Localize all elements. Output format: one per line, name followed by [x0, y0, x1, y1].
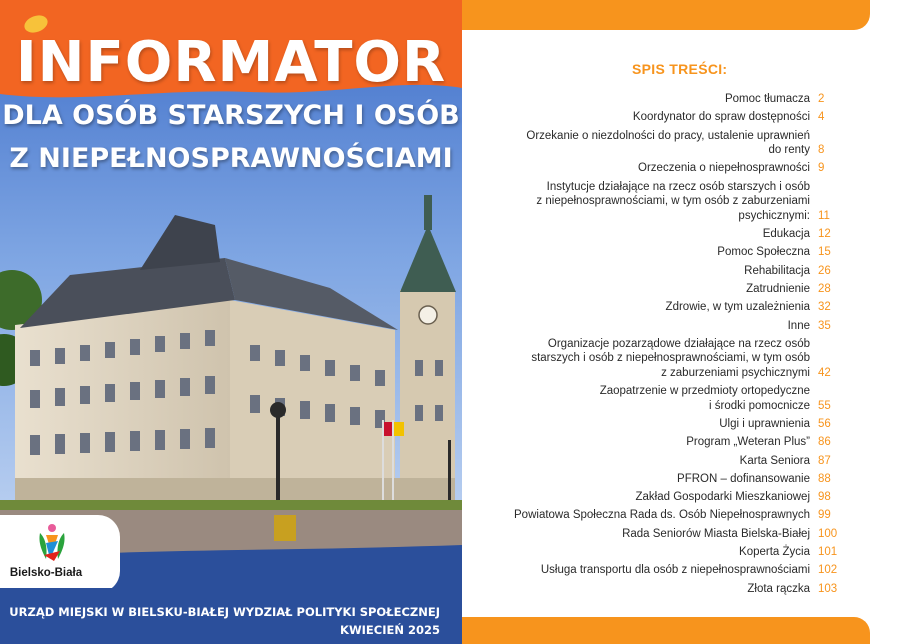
toc-entry-page-number: 4 [818, 111, 825, 124]
toc-entry[interactable] [470, 527, 850, 542]
cover-subtitle-line-2: Z NIEPEŁNOSPRAWNOŚCIAMI [9, 143, 453, 174]
city-logo-icon [0, 515, 120, 569]
toc-entry-title [480, 282, 810, 297]
toc-entry-title [480, 319, 810, 334]
toc-entry-page-number: 8 [818, 144, 825, 157]
toc-entry-title [480, 384, 810, 413]
toc-entry-title-line: Organizacje pozarządowe działające na rzecz osób [547, 337, 810, 350]
toc-entry-title-line: Edukacja [762, 228, 810, 240]
toc-entry-title-line: Pomoc tłumacza [724, 93, 810, 105]
toc-entry-title-line: z zaburzeniami psychicznymi [661, 366, 810, 379]
toc-entry-title-line: Zatrudnienie [746, 282, 810, 295]
toc-entry-title [480, 180, 810, 224]
toc-entry-title-line: Koperta Życia [739, 546, 810, 558]
toc-entry-title-line: Zdrowie, w tym uzależnienia [665, 301, 810, 314]
toc-entry-page-number: 100 [818, 527, 838, 540]
toc-entry-title-line: Powiatowa Społeczna Rada ds. Osób Niepełnosprawnych [514, 509, 810, 522]
toc-entry-title-line: z niepełnosprawnościami, w tym osób z zaburzeniami [536, 195, 810, 208]
toc-entry-title-line: Pomoc Społeczna [717, 246, 810, 259]
footer-publisher: URZĄD MIEJSKI W BIELSKU-BIAŁEJ WYDZIAŁ POLITYKI SPOŁECZNEJ [9, 605, 440, 619]
toc-entry-title-line: Karta Seniora [739, 454, 810, 467]
toc-entry[interactable] [470, 92, 850, 107]
toc-entry-page-number: 32 [818, 301, 831, 314]
toc-entry-title [480, 264, 810, 279]
toc-entry-page-number: 99 [818, 509, 831, 522]
toc-entry-page-number: 9 [818, 162, 825, 175]
toc-entry-title-line: PFRON – dofinansowanie [677, 472, 810, 485]
toc-entry-page-number: 56 [818, 417, 831, 430]
toc-entry-title [480, 227, 810, 242]
toc-entry-page-number: 28 [818, 282, 831, 295]
toc-entry[interactable] [470, 282, 850, 297]
toc-entry-title-line: Zaopatrzenie w przedmioty ortopedyczne [599, 385, 810, 398]
toc-entry-page-number: 2 [818, 93, 825, 105]
toc-entry-title-line: Zakład Gospodarki Mieszkaniowej [635, 491, 810, 504]
toc-entry-title [480, 563, 810, 578]
cover-title: INFORMATOR [15, 30, 447, 95]
toc-entry[interactable] [470, 264, 850, 279]
toc-entry[interactable] [470, 454, 850, 469]
toc-entry-page-number: 87 [818, 454, 831, 467]
toc-entry-title-line: starszych i osób z niepełnosprawnościami, w tym osób [531, 352, 810, 365]
toc-entry-page-number: 12 [818, 228, 831, 240]
toc-entry-page-number: 26 [818, 264, 831, 277]
toc-entry-title-line: Koordynator do spraw dostępności [632, 111, 810, 124]
toc-entry-title-line: Instytucje działające na rzecz osób starszych i osób [546, 180, 810, 193]
toc-entry[interactable] [470, 110, 850, 125]
toc-entry[interactable] [470, 384, 850, 413]
toc-entry-title [480, 337, 810, 381]
toc-entry-title [480, 454, 810, 469]
toc-entry[interactable] [470, 417, 850, 432]
toc-entry-title-line: Rehabilitacja [744, 264, 810, 277]
toc-entry[interactable] [470, 161, 850, 176]
bottom-accent-bar [462, 617, 870, 644]
toc-entry-title [480, 92, 810, 107]
toc-entry-title [480, 435, 810, 450]
toc-entry[interactable] [470, 563, 850, 578]
toc-entry-title [480, 245, 810, 260]
toc-entry[interactable] [470, 227, 850, 242]
toc-entry[interactable] [470, 545, 850, 560]
toc-entry-title-line: Usługa transportu dla osób z niepełnosprawnościami [540, 564, 810, 577]
city-logo-card [0, 515, 120, 593]
toc-entry[interactable] [470, 180, 850, 224]
toc-entry[interactable] [470, 490, 850, 505]
cover-subtitle-line-1: DLA OSÓB STARSZYCH I OSÓB [2, 100, 460, 131]
toc-entry-title-line: Ulgi i uprawnienia [719, 417, 810, 430]
toc-entry-title-line: Inne [787, 319, 810, 332]
toc-entry[interactable] [470, 508, 850, 523]
toc-entry[interactable] [470, 472, 850, 487]
toc-entry-title-line: do renty [768, 144, 810, 157]
top-accent-bar [462, 0, 870, 30]
toc-heading: SPIS TREŚCI: [632, 61, 728, 77]
toc-entry-title [480, 545, 810, 560]
toc-entry-title [480, 490, 810, 505]
toc-entry-title [480, 161, 810, 176]
city-logo-name: Bielsko-Biała [9, 567, 83, 579]
toc-entry-title-line: Orzeczenia o niepełnosprawności [638, 162, 810, 175]
toc-entry-page-number: 15 [818, 246, 831, 259]
toc-entry-title-line: i środki pomocnicze [709, 399, 810, 412]
toc-entry[interactable] [470, 300, 850, 315]
toc-entry-title [480, 508, 810, 523]
toc-entry-title [480, 129, 810, 158]
toc-entry-title-line: Orzekanie o niezdolności do pracy, ustalenie uprawnień [526, 129, 810, 142]
toc-entry-title [480, 300, 810, 315]
toc-entry-title-line: Złota rączka [747, 582, 810, 595]
toc-entry-title [480, 527, 810, 542]
toc-entry-page-number: 88 [818, 472, 831, 485]
footer-date: KWIECIEŃ 2025 [340, 623, 440, 637]
toc-entry-page-number: 55 [818, 399, 831, 412]
toc-entry-title-line: Rada Seniorów Miasta Bielska-Białej [622, 527, 810, 540]
toc-entry[interactable] [470, 129, 850, 158]
toc-entry-page-number: 102 [818, 564, 838, 577]
toc-entry-page-number: 11 [818, 209, 830, 222]
toc-entry-title-line: psychicznymi: [738, 209, 810, 222]
toc-entry-title [480, 417, 810, 432]
cover-footer [0, 588, 462, 644]
toc-entry-page-number: 35 [818, 319, 831, 332]
toc-entry-page-number: 98 [818, 491, 831, 504]
toc-entry-page-number: 101 [818, 546, 838, 558]
toc-entry-page-number: 42 [818, 366, 831, 379]
toc-entry-title [480, 110, 810, 125]
toc-entry-title-line: Program „Weteran Plus” [686, 436, 810, 449]
toc-entry-title [480, 582, 810, 597]
toc-entry-page-number: 86 [818, 436, 831, 449]
toc-entry[interactable] [470, 337, 850, 381]
toc-entry[interactable] [470, 582, 850, 597]
toc-entry[interactable] [470, 245, 850, 260]
toc-entry[interactable] [470, 319, 850, 334]
toc-entry[interactable] [470, 435, 850, 450]
toc-entry-title [480, 472, 810, 487]
toc-entry-page-number: 103 [818, 582, 838, 595]
